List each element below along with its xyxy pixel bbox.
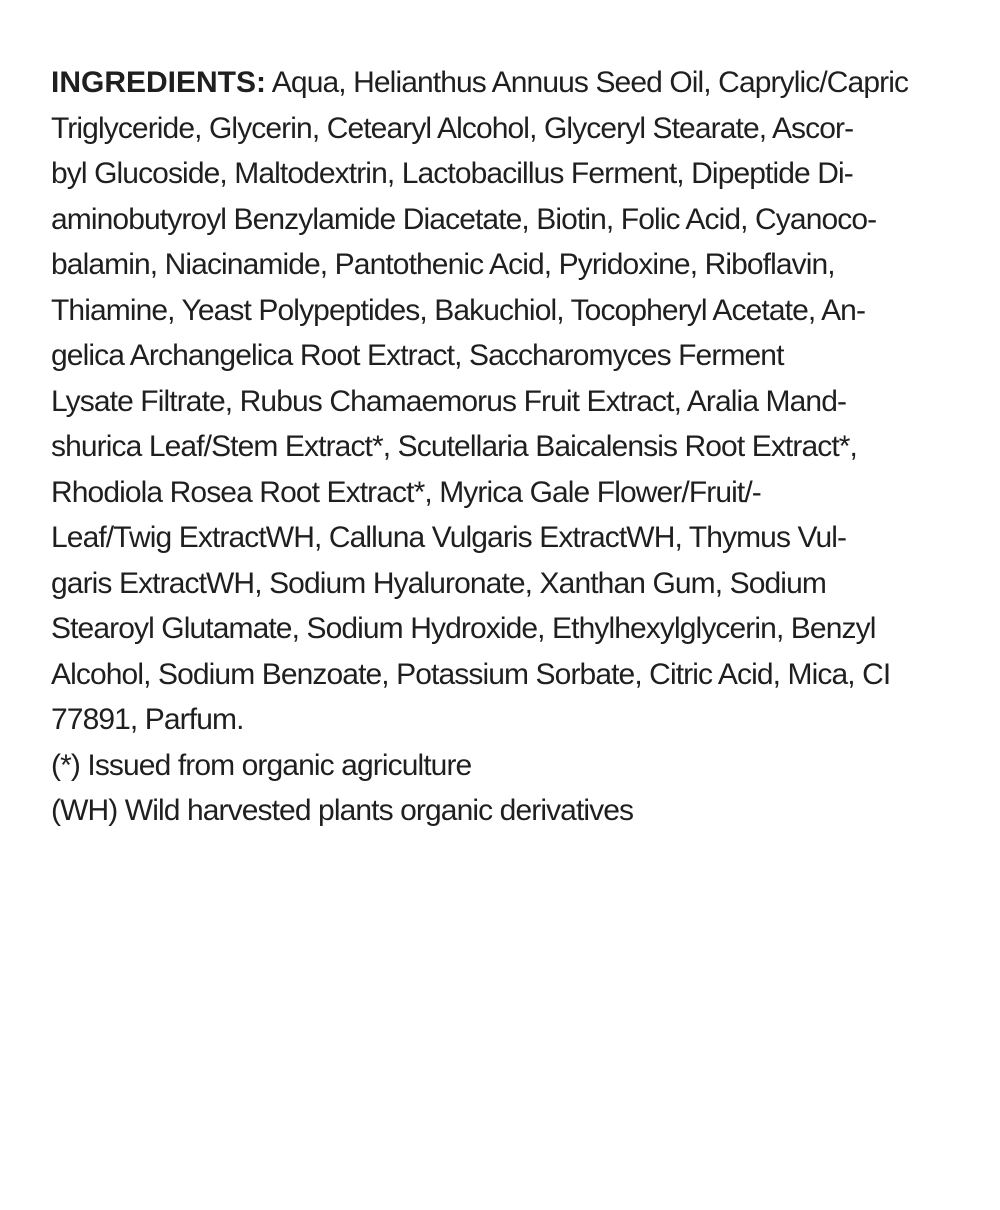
- ingredients-line: 77891, Parfum.: [51, 703, 244, 736]
- ingredients-line: gelica Archangelica Root Extract, Saccharomyces Ferment: [51, 339, 784, 372]
- organic-agriculture-note: (*) Issued from organic agriculture: [51, 748, 472, 782]
- ingredients-line: balamin, Niacinamide, Pantothenic Acid, Pyridoxine, Riboflavin,: [51, 248, 835, 281]
- ingredients-label: INGREDIENTS:: [51, 66, 267, 99]
- ingredients-line: byl Glucoside, Maltodextrin, Lactobacillus Ferment, Dipeptide Di-: [51, 157, 853, 190]
- ingredients-line: Triglyceride, Glycerin, Cetearyl Alcohol, Glyceryl Stearate, Ascor-: [51, 111, 854, 145]
- ingredients-line: Leaf/Twig ExtractWH, Calluna Vulgaris ExtractWH, Thymus Vul-: [51, 521, 847, 554]
- wild-harvested-note: (WH) Wild harvested plants organic derivatives: [51, 794, 634, 827]
- ingredients-line: Rhodiola Rosea Root Extract*, Myrica Gale Flower/Fruit/-: [51, 475, 761, 509]
- ingredients-line: Aqua, Helianthus Annuus Seed Oil, Caprylic/Capric: [266, 66, 909, 99]
- ingredients-line: Thiamine, Yeast Polypeptides, Bakuchiol, Tocopheryl Acetate, An-: [51, 293, 866, 327]
- ingredients-line: Stearoyl Glutamate, Sodium Hydroxide, Ethylhexylglycerin, Benzyl: [51, 612, 876, 645]
- ingredients-line: Lysate Filtrate, Rubus Chamaemorus Fruit Extract, Aralia Mand-: [51, 384, 847, 418]
- ingredients-line: Alcohol, Sodium Benzoate, Potassium Sorbate, Citric Acid, Mica, CI: [51, 657, 891, 691]
- ingredients-line: aminobutyroyl Benzylamide Diacetate, Biotin, Folic Acid, Cyanoco-: [51, 202, 877, 236]
- ingredients-line: garis ExtractWH, Sodium Hyaluronate, Xanthan Gum, Sodium: [51, 566, 826, 600]
- ingredients-paragraph: [51, 60, 946, 743]
- ingredients-panel: [51, 60, 946, 834]
- ingredients-line: shurica Leaf/Stem Extract*, Scutellaria Baicalensis Root Extract*,: [51, 430, 857, 463]
